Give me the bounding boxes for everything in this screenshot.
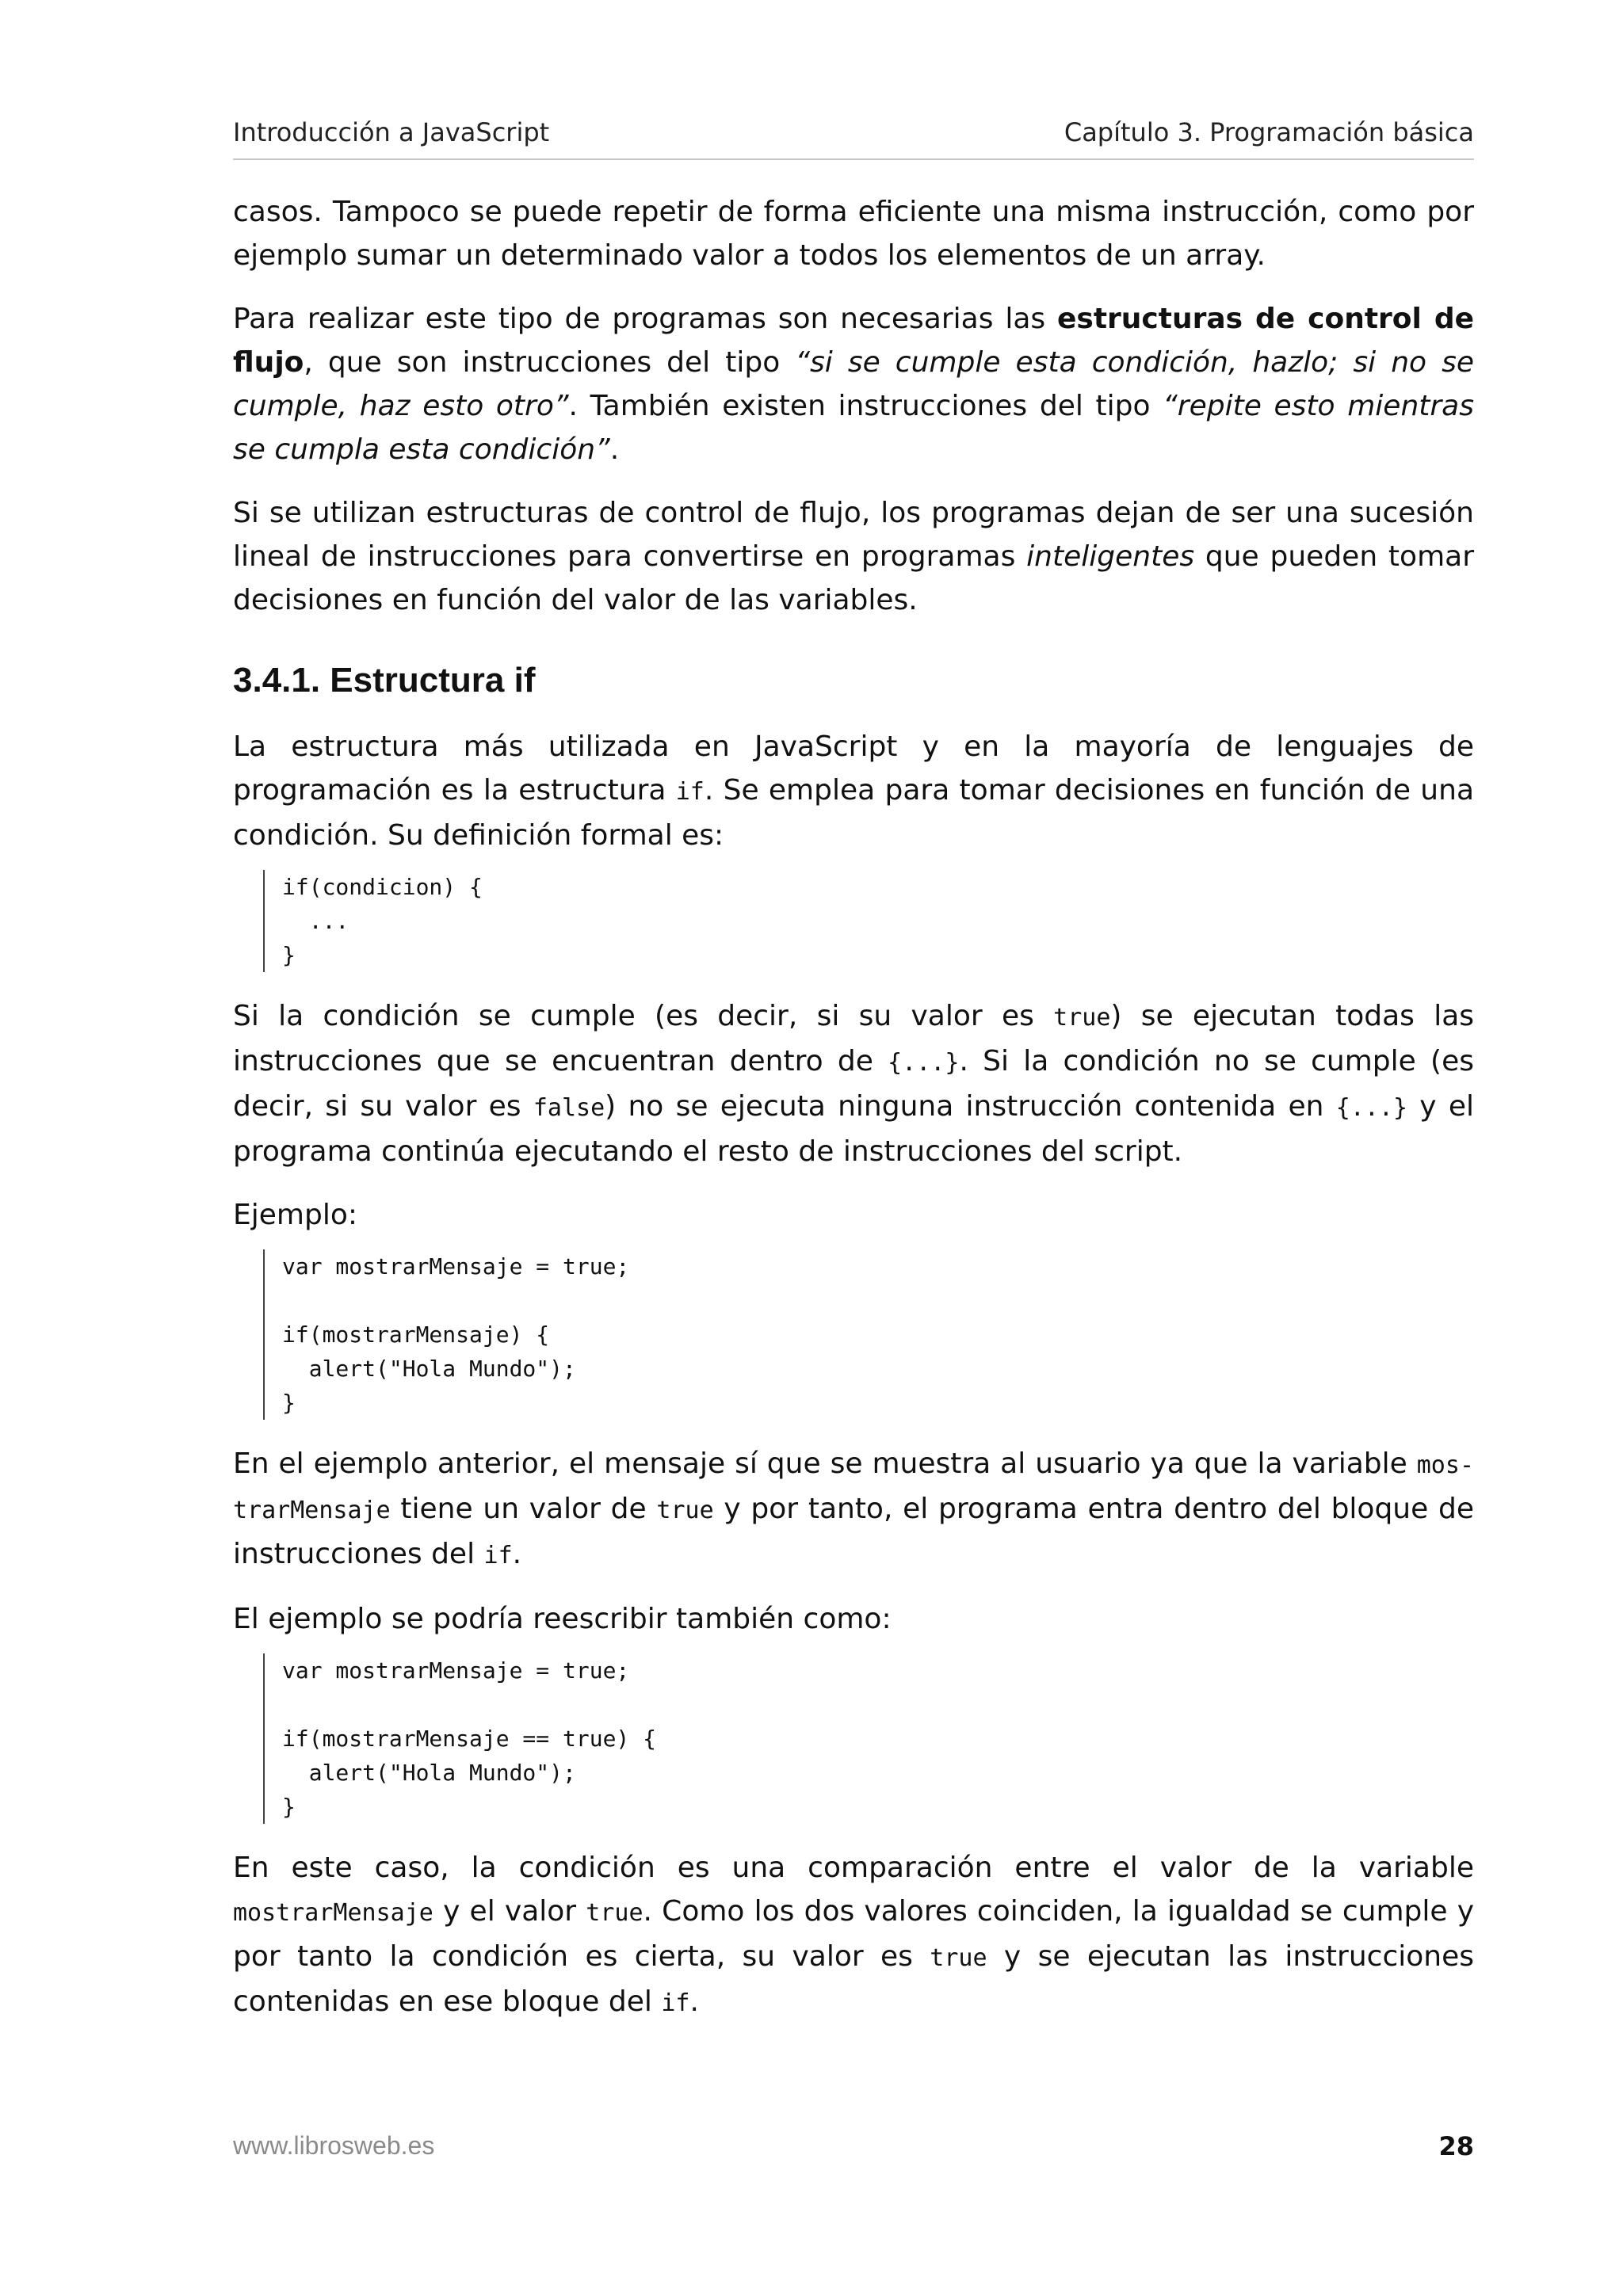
section-heading: 3.4.1. Estructura if xyxy=(233,661,536,700)
text-run: . También existen instrucciones del tipo xyxy=(568,390,1163,422)
inline-code: {...} xyxy=(1335,1094,1408,1122)
inline-code: true xyxy=(656,1497,714,1524)
italic-term: inteligentes xyxy=(1026,540,1195,573)
code-block-example-2: var mostrarMensaje = true; if(mostrarMensaje == true) { alert("Hola Mundo"); } xyxy=(263,1653,1474,1824)
inline-code: mostrarMensaje xyxy=(233,1451,1474,1524)
text-run: . Como los dos valores coinciden, la igualdad se cumple y por tanto la condición es cierta, su valor es xyxy=(233,1895,1475,1973)
text-run: ) se ejecutan todas las instrucciones que se encuentran dentro de xyxy=(233,1000,1475,1077)
text-run: . xyxy=(689,1985,699,2018)
page-footer xyxy=(233,2131,1474,2161)
paragraph-intro: casos. Tampoco se puede repetir de forma eficiente una misma instrucción, como por ejemplo sumar un determinado valor a todos los elementos de un array. xyxy=(233,196,1474,272)
text-run: y el valor xyxy=(433,1895,586,1928)
text-run: . Se emplea para tomar decisiones en función de una condición. Su definición formal es: xyxy=(233,774,1475,852)
text-run: Para realizar este tipo de programas son necesarias las xyxy=(233,303,1057,335)
code-block-syntax: if(condicion) { ... } xyxy=(263,870,1474,972)
paragraph-if-definition xyxy=(233,725,1474,857)
paragraph-rewrite-label: El ejemplo se podría reescribir también como: xyxy=(233,1603,892,1635)
book-title: Introducción a JavaScript xyxy=(233,117,550,147)
italic-quote: “si se cumple esta condición, hazlo; si no se cumple, haz esto otro” xyxy=(233,346,1475,422)
paragraph-control-structures xyxy=(233,297,1474,471)
page-number: 28 xyxy=(1438,2131,1474,2161)
inline-code: if xyxy=(483,1542,513,1569)
inline-code: true xyxy=(1053,1004,1111,1032)
inline-code: mostrarMensaje xyxy=(233,1899,433,1927)
inline-code: false xyxy=(533,1094,605,1122)
text-run: y el programa continúa ejecutando el resto de instrucciones del script. xyxy=(233,1090,1475,1168)
inline-code: true xyxy=(930,1944,987,1972)
text-run: En este caso, la condición es una comparación entre el valor de la variable xyxy=(233,1852,1474,1884)
text-run: Si se utilizan estructuras de control de flujo, los programas dejan de ser una sucesión lineal de instrucciones para convertirse en programas xyxy=(233,497,1474,573)
text-run: ) no se ejecuta ninguna instrucción contenida en xyxy=(605,1090,1336,1123)
text-run: , que son instrucciones del tipo xyxy=(304,346,796,379)
text-run: . xyxy=(609,433,620,466)
inline-code: if xyxy=(661,1989,690,2017)
paragraph-example-explanation xyxy=(233,1442,1474,1577)
bold-term: estructuras de control de flujo xyxy=(233,303,1474,379)
italic-quote: “repite esto mientras se cumpla esta condición” xyxy=(233,390,1474,466)
inline-code: {...} xyxy=(888,1049,960,1077)
code-block-example-1: var mostrarMensaje = true; if(mostrarMensaje) { alert("Hola Mundo"); } xyxy=(263,1249,1474,1420)
paragraph-example-label: Ejemplo: xyxy=(233,1199,357,1231)
running-header xyxy=(233,117,1474,160)
text-run: . Si la condición no se cumple (es decir, si su valor es xyxy=(233,1045,1474,1123)
text-run: y por tanto, el programa entra dentro del bloque de instrucciones del xyxy=(233,1493,1474,1570)
text-run: que pueden tomar decisiones en función del valor de las variables. xyxy=(233,540,1474,616)
paragraph-if-behaviour xyxy=(233,994,1474,1173)
chapter-title: Capítulo 3. Programación básica xyxy=(1064,117,1474,147)
website-link[interactable]: www.librosweb.es xyxy=(233,2131,435,2160)
page-content xyxy=(233,190,1474,2045)
text-run: tiene un valor de xyxy=(390,1493,657,1525)
paragraph-comparison-explanation xyxy=(233,1846,1474,2025)
document-page xyxy=(233,0,1474,2296)
paragraph-intelligent-programs xyxy=(233,491,1474,622)
inline-code: true xyxy=(586,1899,643,1927)
inline-code: if xyxy=(675,778,705,806)
text-run: La estructura más utilizada en JavaScript y en la mayoría de lenguajes de programación es la estructura xyxy=(233,730,1474,807)
text-run: y se ejecutan las instrucciones contenidas en ese bloque del xyxy=(233,1940,1474,2018)
text-run: Si la condición se cumple (es decir, si su valor es xyxy=(233,1000,1054,1032)
text-run: En el ejemplo anterior, el mensaje sí que se muestra al usuario ya que la variable xyxy=(233,1447,1417,1480)
text-run: . xyxy=(512,1538,522,1570)
